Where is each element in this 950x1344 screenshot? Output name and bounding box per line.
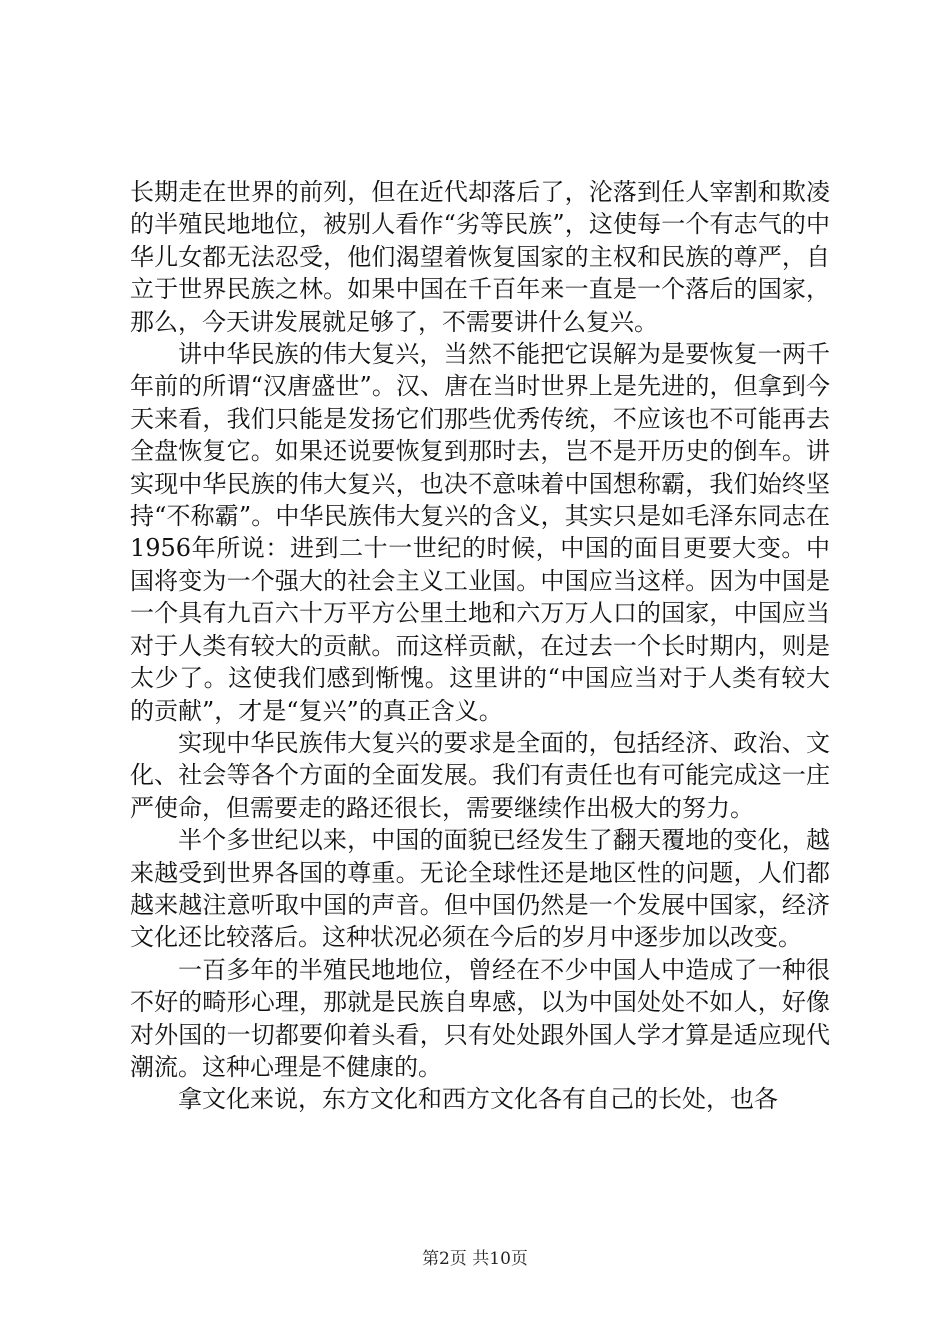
paragraph-3: 实现中华民族伟大复兴的要求是全面的，包括经济、政治、文化、社会等各个方面的全面发展。我们有责任也有可能完成这一庄严使命，但需要走的路还很长，需要继续作出极大的努力。 bbox=[130, 728, 830, 822]
paragraph-4: 半个多世纪以来，中国的面貌已经发生了翻天覆地的变化，越来越受到世界各国的尊重。无论全球性还是地区性的问题，人们都越来越注意听取中国的声音。但中国仍然是一个发展中国家，经济文化还比较落后。这种状况必须在今后的岁月中逐步加以改变。 bbox=[130, 826, 830, 952]
paragraph-5: 一百多年的半殖民地地位，曾经在不少中国人中造成了一种很不好的畸形心理，那就是民族自卑感，以为中国处处不如人，好像对外国的一切都要仰着头看，只有处处跟外国人学才算是适应现代潮流。这种心理是不健康的。 bbox=[130, 955, 830, 1081]
paragraph-2: 讲中华民族的伟大复兴，当然不能把它误解为是要恢复一两千年前的所谓“汉唐盛世”。汉、唐在当时世界上是先进的，但拿到今天来看，我们只能是发扬它们那些优秀传统，不应该也不可能再去全盘恢复它。如果还说要恢复到那时去，岂不是开历史的倒车。讲实现中华民族的伟大复兴，也决不意味着中国想称霸，我们始终坚持“不称霸”。中华民族伟大复兴的含义，其实只是如毛泽东同志在1956年所说：进到二十一世纪的时候，中国的面目更要大变。中国将变为一个强大的社会主义工业国。中国应当这样。因为中国是一个具有九百六十万平方公里土地和六万万人口的国家，中国应当对于人类有较大的贡献。而这样贡献，在过去一个长时期内，则是太少了。这使我们感到惭愧。这里讲的“中国应当对于人类有较大的贡献”，才是“复兴”的真正含义。 bbox=[130, 340, 830, 725]
paragraph-6: 拿文化来说，东方文化和西方文化各有自己的长处，也各 bbox=[178, 1085, 778, 1114]
page-number-footer: 第2页 共10页 bbox=[422, 1249, 528, 1269]
document-body bbox=[130, 176, 830, 1116]
paragraph-1: 长期走在世界的前列，但在近代却落后了，沦落到任人宰割和欺凌的半殖民地地位，被别人看作“劣等民族”，这使每一个有志气的中华儿女都无法忍受，他们渴望着恢复国家的主权和民族的尊严，自立于世界民族之林。如果中国在千百年来一直是一个落后的国家，那么，今天讲发展就足够了，不需要讲什么复兴。 bbox=[130, 178, 830, 336]
